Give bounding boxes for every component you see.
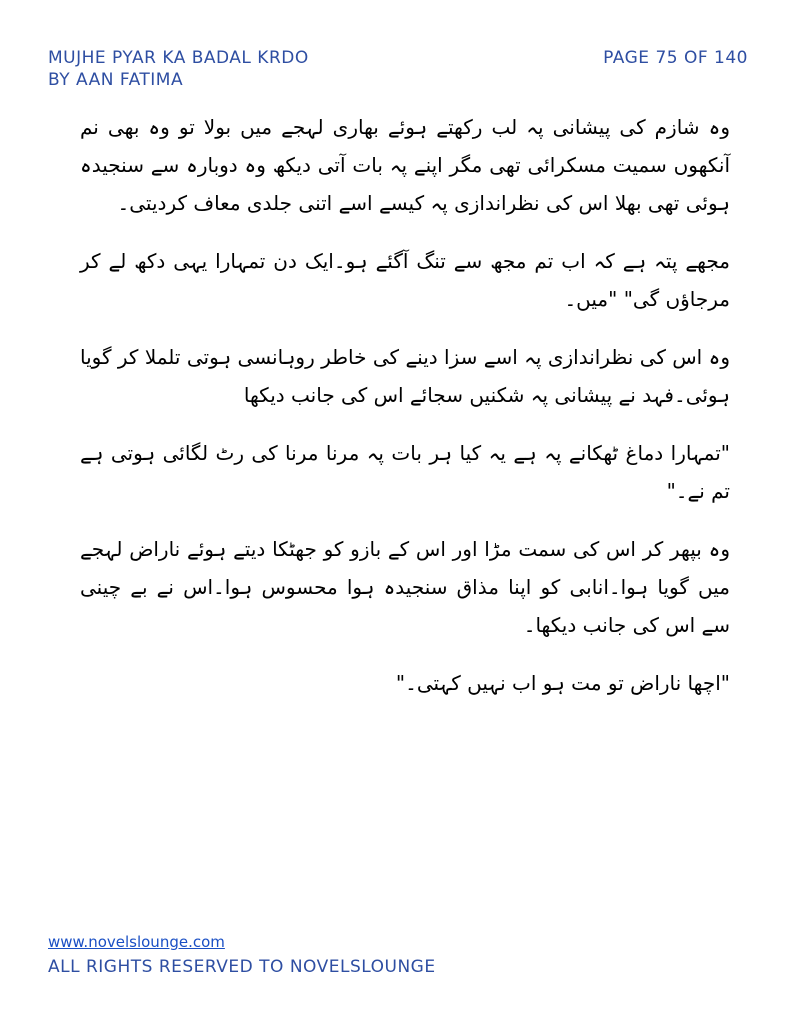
page-header	[48, 48, 748, 96]
website-link[interactable]: www.novelslounge.com	[48, 933, 225, 951]
paragraph: مجھے پتہ ہے کہ اب تم مجھ سے تنگ آگئے ہو۔ایک دن تمہارا یہی دکھ لے کر مرجاؤں گی" "میں۔	[80, 249, 730, 311]
paragraph: وہ اس کی نظراندازی پہ اسے سزا دینے کی خاطر روہانسی ہوتی تلملا کر گویا ہوئی۔فہد نے پیشانی پہ شکنیں سجائے اس کی جانب دیکھا	[80, 345, 730, 407]
rights-notice: ALL RIGHTS RESERVED TO NOVELSLOUNGE	[48, 957, 436, 977]
novel-title: MUJHE PYAR KA BADAL KRDO	[48, 48, 309, 68]
paragraph: "تمہارا دماغ ٹھکانے پہ ہے یہ کیا ہر بات پہ مرنا مرنا کی رٹ لگائی ہوتی ہے تم نے۔"	[80, 441, 730, 503]
paragraph: "اچھا ناراض تو مت ہو اب نہیں کہتی۔"	[395, 671, 730, 695]
author-line: BY AAN FATIMA	[48, 70, 184, 90]
page-footer	[48, 933, 436, 977]
story-body	[80, 108, 730, 722]
paragraph: وہ شازم کی پیشانی پہ لب رکھتے ہوئے بھاری لہجے میں بولا تو وہ بھی نم آنکھوں سمیت مسکرائی تھی مگر اپنے پہ بات آتی دیکھ وہ دوبارہ سے سنجیدہ ہوئی تھی بھلا اس کی نظراندازی پہ کیسے اسے اتنی جلدی معاف کردیتی۔	[80, 115, 730, 215]
page-number: PAGE 75 OF 140	[603, 48, 748, 68]
paragraph: وہ بپھر کر اس کی سمت مڑا اور اس کے بازو کو جھٹکا دیتے ہوئے ناراض لہجے میں گویا ہوا۔انابی کو اپنا مذاق سنجیدہ ہوا محسوس ہوا۔اس نے بے چینی سے اس کی جانب دیکھا۔	[80, 537, 730, 637]
